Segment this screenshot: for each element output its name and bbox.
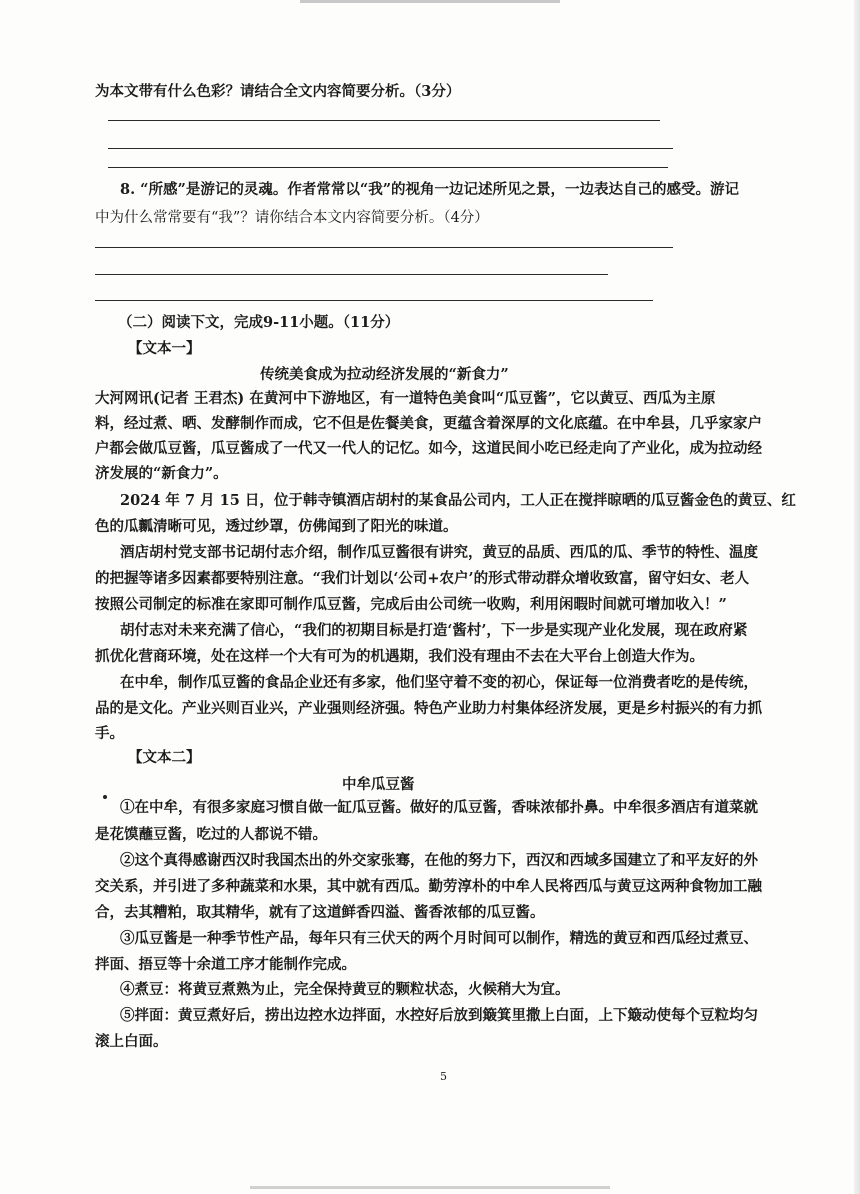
text-1-line: 抓优化营商环境，处在这样一个大有可为的机遇期，我们没有理由不去在大平台上创造大作为。 (95, 648, 704, 665)
text-1-title: 传统美食成为拉动经济发展的“新食力” (260, 366, 509, 383)
text-1-line: 济发展的“新食力”。 (95, 465, 228, 482)
text-1-line: 料，经过煮、晒、发酵制作而成，它不但是佐餐美食，更蕴含着深厚的文化底蕴。在中牟县，几乎家家户 (95, 415, 762, 432)
scan-artifact-bottom (250, 1186, 610, 1189)
text-2-line: 滚上白面。 (95, 1033, 168, 1050)
scan-speck (103, 795, 107, 799)
question-8-line-2: 中为什么常常要有“我”？请你结合本文内容简要分析。（4分） (95, 210, 489, 226)
section-2-heading: （二）阅读下文，完成9-11小题。（11分） (118, 314, 400, 331)
question-8-line-1: 8. “所感”是游记的灵魂。作者常常以“我”的视角一边记述所见之景，一边表达自己的感受。游记 (120, 181, 740, 198)
text-1-line: 在中牟，制作瓜豆酱的食品企业还有多家，他们坚守着不变的初心，保证每一位消费者吃的是传统， (120, 674, 758, 691)
text-2-line: ①在中牟，有很多家庭习惯自做一缸瓜豆酱。做好的瓜豆酱，香味浓郁扑鼻。中牟很多酒店有道菜就 (120, 799, 758, 816)
question-7-tail: 为本文带有什么色彩？请结合全文内容简要分析。（3分） (95, 83, 461, 100)
scan-artifact-edge (854, 0, 860, 1194)
scan-artifact-top (300, 0, 560, 3)
text-1-line: 胡付志对未来充满了信心，“我们的初期目标是打造‘酱村’，下一步是实现产业化发展，现在政府紧 (120, 622, 748, 639)
text-1-line: 的把握等诸多因素都要特别注意。“我们计划以‘公司+农户’的形式带动群众增收致富，留守妇女、老人 (95, 570, 750, 587)
text-1-line: 酒店胡村党支部书记胡付志介绍，制作瓜豆酱很有讲究，黄豆的品质、西瓜的瓜、季节的特性、温度 (120, 544, 758, 561)
text-2-line: ②这个真得感谢西汉时我国杰出的外交家张骞，在他的努力下，西汉和西域多国建立了和平友好的外 (120, 852, 758, 869)
text-1-line: 手。 (95, 725, 124, 742)
text-2-line: ③瓜豆酱是一种季节性产品，每年只有三伏天的两个月时间可以制作，精选的黄豆和西瓜经过煮豆、 (120, 930, 758, 947)
text-1-line: 品的是文化。产业兴则百业兴，产业强则经济强。特色产业助力村集体经济发展，更是乡村振兴的有力抓 (95, 700, 762, 717)
text-1-line: 户都会做瓜豆酱，瓜豆酱成了一代又一代人的记忆。如今，这道民间小吃已经走向了产业化，成为拉动经 (95, 440, 762, 457)
text-2-line: 拌面、捂豆等十余道工序才能制作完成。 (95, 956, 356, 973)
answer-line (108, 148, 673, 149)
answer-line (108, 167, 668, 168)
text-1-line: 色的瓜瓤清晰可见，透过纱罩，仿佛闻到了阳光的味道。 (95, 518, 458, 535)
answer-line (95, 274, 608, 275)
answer-line (95, 247, 673, 248)
text-2-line: 是花馍蘸豆酱，吃过的人都说不错。 (95, 826, 327, 843)
text-2-line: ④煮豆：将黄豆煮熟为止，完全保持黄豆的颗粒状态，火候稍大为宜。 (120, 981, 570, 998)
page-number: 5 (440, 1070, 447, 1083)
text-1-label: 【文本一】 (128, 340, 201, 357)
text-2-label: 【文本二】 (128, 749, 201, 766)
text-2-title: 中牟瓜豆酱 (342, 776, 415, 793)
text-1-line: 按照公司制定的标准在家即可制作瓜豆酱，完成后由公司统一收购，利用闲暇时间就可增加收入！” (95, 596, 727, 613)
text-1-line: 2024 年 7 月 15 日，位于韩寺镇酒店胡村的某食品公司内，工人正在搅拌晾晒的瓜豆酱金色的黄豆、红 (120, 492, 796, 509)
text-2-line: 交关系，并引进了多种蔬菜和水果，其中就有西瓜。勤劳淳朴的中牟人民将西瓜与黄豆这两种食物加工融 (95, 878, 762, 895)
text-1-line: 大河网讯(记者 王君杰) 在黄河中下游地区，有一道特色美食叫“瓜豆酱”，它以黄豆、西瓜为主原 (95, 390, 716, 407)
text-2-line: ⑤拌面：黄豆煮好后，捞出边控水边拌面，水控好后放到簸箕里撒上白面，上下簸动使每个豆粒均匀 (120, 1007, 758, 1024)
answer-line (108, 120, 660, 121)
text-2-line: 合，去其糟粕，取其精华，就有了这道鲜香四溢、酱香浓郁的瓜豆酱。 (95, 904, 545, 921)
answer-line (95, 300, 653, 301)
